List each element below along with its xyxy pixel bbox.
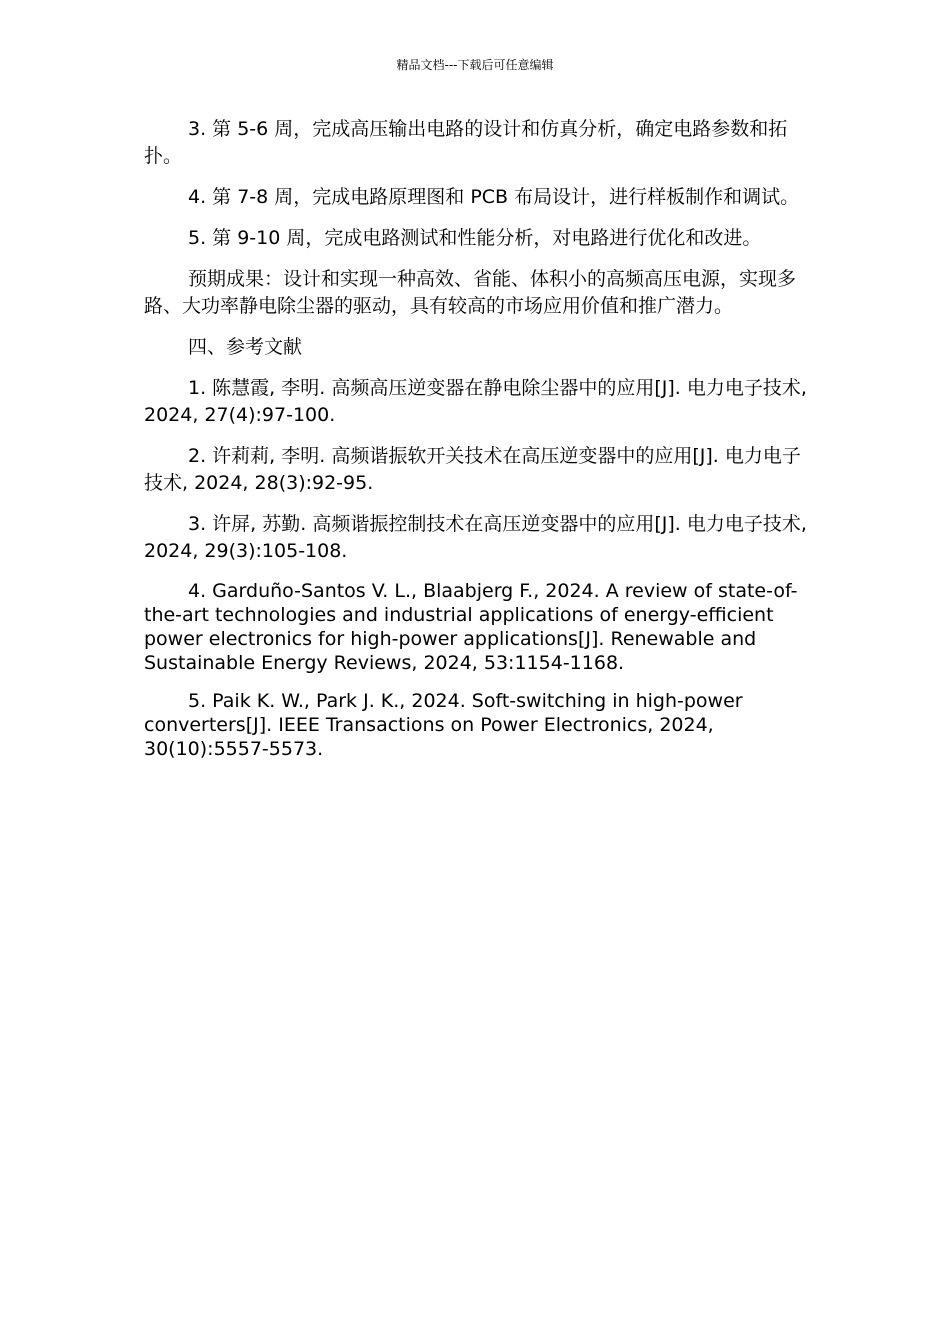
- page-header: 精品文档---下载后可任意编辑: [396, 58, 554, 72]
- plan-item-5: 5. 第 9-10 周，完成电路测试和性能分析，对电路进行优化和改进。: [188, 227, 762, 249]
- document-body: [144, 116, 808, 775]
- plan-item-4: 4. 第 7-8 周，完成电路原理图和 PCB 布局设计，进行样板制作和调试。: [188, 186, 800, 208]
- reference-item-4: 4. Garduño-Santos V. L., Blaabjerg F., 2024. A review of state-of-the-art technologies and industrial applications of energy-efficient power electronics for high-power applications[J]. Renewable and Sustainable Energy Reviews, 2024, 53:1154-1168.: [144, 580, 798, 674]
- expected-results: 预期成果：设计和实现一种高效、省能、体积小的高频高压电源，实现多路、大功率静电除尘器的驱动，具有较高的市场应用价值和推广潜力。: [144, 268, 797, 317]
- reference-item-3: 3. 许屏, 苏勤. 高频谐振控制技术在高压逆变器中的应用[J]. 电力电子技术, 2024, 29(3):105-108.: [144, 513, 807, 562]
- reference-item-5: 5. Paik K. W., Park J. K., 2024. Soft-switching in high-power converters[J]. IEEE Transactions on Power Electronics, 2024, 30(10):5557-5573.: [144, 690, 743, 760]
- reference-item-1: 1. 陈慧霞, 李明. 高频高压逆变器在静电除尘器中的应用[J]. 电力电子技术, 2024, 27(4):97-100.: [144, 377, 807, 426]
- reference-item-2: 2. 许莉莉, 李明. 高频谐振软开关技术在高压逆变器中的应用[J]. 电力电子技术, 2024, 28(3):92-95.: [144, 445, 801, 494]
- references-heading: 四、参考文献: [188, 336, 303, 358]
- plan-item-3: 3. 第 5-6 周，完成高压输出电路的设计和仿真分析，确定电路参数和拓扑。: [144, 118, 788, 167]
